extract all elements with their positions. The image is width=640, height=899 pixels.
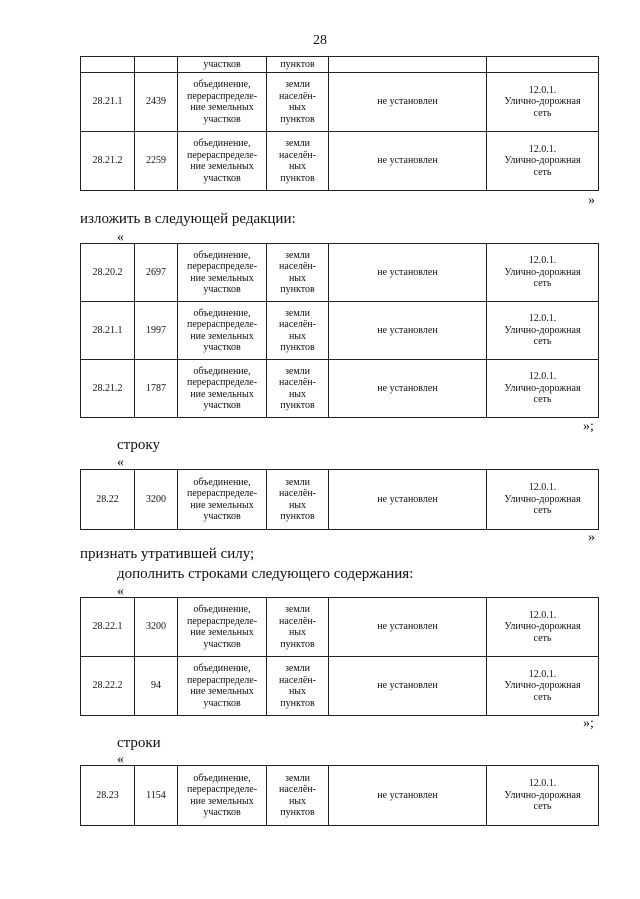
cell-action-line: ние земельных [190, 161, 254, 172]
cell-land-line: пунктов [280, 511, 315, 522]
cell-action-line: перераспределе- [186, 674, 258, 686]
cell-zone [487, 132, 599, 191]
cell-land-line: ных [288, 330, 307, 342]
cell-land-line: населён- [279, 488, 316, 499]
cell-zone-line: Улично-дорожная [504, 493, 581, 505]
table-removed-row [80, 469, 599, 530]
cell-land-line: ных [288, 272, 307, 284]
cell-zone [487, 470, 599, 530]
instruction-priznat: признать утратившей силу; [80, 546, 255, 562]
cell-value: 2697 [135, 244, 178, 302]
cell-action [178, 73, 267, 132]
cell-action-line: ние земельных [190, 272, 254, 284]
cell-zone-line: 12.0.1. [528, 255, 557, 267]
cell-land-line: населён- [279, 377, 316, 388]
cell-action-line: перераспределе- [186, 784, 258, 795]
table-edited-rows [80, 243, 599, 418]
cell-action-tail: участков [178, 57, 267, 73]
instruction-stroki: строки [117, 735, 161, 751]
cell-status: не установлен [329, 470, 487, 530]
cell-status: не установлен [329, 244, 487, 302]
cell-action-line: перераспределе- [186, 261, 258, 272]
cell-empty [329, 57, 487, 73]
cell-land-line: земли [284, 663, 311, 674]
cell-action-line: перераспределе- [186, 377, 258, 388]
cell-action-line: объединение, [193, 663, 251, 674]
cell-value: 94 [135, 657, 178, 716]
cell-action-line: объединение, [193, 604, 251, 615]
cell-zone-line: сеть [533, 801, 552, 813]
cell-land-line: ных [288, 499, 307, 511]
table-row [81, 244, 599, 302]
cell-land-line: ных [288, 795, 307, 807]
cell-land-line: земли [284, 79, 311, 90]
cell-land [267, 598, 329, 657]
cell-status: не установлен [329, 360, 487, 418]
cell-land-line: земли [284, 772, 311, 784]
cell-id: 28.20.2 [81, 244, 135, 302]
cell-zone-line: сеть [533, 505, 552, 517]
table-row [81, 132, 599, 191]
cell-land [267, 132, 329, 191]
table-row [81, 766, 599, 826]
cell-zone-line: сеть [533, 691, 552, 703]
table-row [81, 470, 599, 530]
cell-zone-line: Улично-дорожная [504, 382, 581, 394]
cell-zone-line: сеть [533, 336, 552, 348]
table-row [81, 73, 599, 132]
cell-zone-line: Улично-дорожная [504, 96, 581, 108]
cell-action-line: перераспределе- [186, 90, 258, 102]
cell-action-line: ние земельных [190, 388, 254, 400]
cell-zone [487, 302, 599, 360]
cell-action-line: объединение, [193, 307, 251, 319]
cell-action-line: участков [203, 511, 241, 522]
cell-zone-line: сеть [533, 107, 552, 119]
cell-action-line: перераспределе- [186, 319, 258, 330]
cell-land [267, 657, 329, 716]
opening-quote: « [117, 584, 124, 599]
cell-status: не установлен [329, 73, 487, 132]
cell-action-line: участков [203, 284, 241, 295]
cell-land [267, 470, 329, 530]
cell-action-line: ние земельных [190, 686, 254, 697]
cell-zone-line: Улично-дорожная [504, 324, 581, 336]
cell-status: не установлен [329, 302, 487, 360]
cell-id: 28.21.2 [81, 132, 135, 191]
cell-action [178, 766, 267, 826]
cell-empty [487, 57, 599, 73]
table-row [81, 598, 599, 657]
cell-land-line: земли [284, 604, 311, 615]
cell-action-line: объединение, [193, 249, 251, 261]
cell-land-line: населён- [279, 784, 316, 795]
instruction-stroku: строку [117, 437, 160, 453]
table-row-carry-over [81, 57, 599, 73]
cell-action [178, 598, 267, 657]
cell-action [178, 132, 267, 191]
cell-id: 28.21.1 [81, 302, 135, 360]
table-following-rows [80, 765, 599, 826]
cell-zone [487, 766, 599, 826]
cell-land [267, 302, 329, 360]
cell-empty [135, 57, 178, 73]
table-row [81, 302, 599, 360]
cell-id: 28.22 [81, 470, 135, 530]
cell-land [267, 360, 329, 418]
cell-land-line: земли [284, 249, 311, 261]
cell-value: 1787 [135, 360, 178, 418]
cell-land-line: пунктов [280, 638, 315, 650]
cell-land-line: пунктов [280, 400, 315, 411]
cell-zone-line: Улично-дорожная [504, 266, 581, 278]
cell-zone-line: 12.0.1. [528, 313, 557, 325]
cell-land [267, 766, 329, 826]
cell-land-line: пунктов [280, 697, 315, 709]
cell-zone [487, 244, 599, 302]
page-number: 28 [313, 33, 327, 48]
cell-action-line: участков [203, 172, 241, 184]
cell-zone [487, 73, 599, 132]
cell-zone [487, 598, 599, 657]
cell-action [178, 360, 267, 418]
cell-zone-line: Улично-дорожная [504, 621, 581, 633]
instruction-dopolnit: дополнить строками следующего содержания: [117, 566, 414, 582]
cell-zone [487, 360, 599, 418]
cell-value: 3200 [135, 470, 178, 530]
cell-id: 28.22.1 [81, 598, 135, 657]
cell-action-line: объединение, [193, 138, 251, 149]
cell-action-line: ние земельных [190, 499, 254, 511]
cell-land-line: населён- [279, 261, 316, 272]
cell-action-line: участков [203, 807, 241, 818]
cell-id: 28.23 [81, 766, 135, 826]
cell-zone-line: сеть [533, 632, 552, 644]
cell-id: 28.22.2 [81, 657, 135, 716]
cell-action-line: ние земельных [190, 627, 254, 638]
cell-zone-line: сеть [533, 278, 552, 290]
cell-land-line: ных [288, 161, 307, 172]
cell-land-tail: пунктов [267, 57, 329, 73]
cell-zone-line: 12.0.1. [528, 371, 557, 383]
cell-land-line: земли [284, 307, 311, 319]
cell-action-line: объединение, [193, 365, 251, 377]
cell-value: 2259 [135, 132, 178, 191]
closing-quote: » [588, 530, 595, 545]
cell-action-line: объединение, [193, 772, 251, 784]
cell-land-line: пунктов [280, 172, 315, 184]
cell-zone-line: 12.0.1. [528, 609, 557, 621]
table-row [81, 360, 599, 418]
cell-zone-line: 12.0.1. [528, 482, 557, 494]
cell-land-line: ных [288, 388, 307, 400]
cell-land-line: ных [288, 686, 307, 697]
cell-action-line: участков [203, 113, 241, 125]
cell-status: не установлен [329, 766, 487, 826]
cell-action-line: участков [203, 638, 241, 650]
cell-zone-line: 12.0.1. [528, 778, 557, 790]
closing-quote: » [588, 193, 595, 208]
cell-empty [81, 57, 135, 73]
cell-action-line: ние земельных [190, 330, 254, 342]
closing-quote-semicolon: »; [583, 716, 594, 731]
cell-value: 1997 [135, 302, 178, 360]
cell-action [178, 470, 267, 530]
cell-action [178, 657, 267, 716]
cell-land-line: ных [288, 102, 307, 113]
cell-action-line: участков [203, 400, 241, 411]
cell-action-line: объединение, [193, 476, 251, 488]
cell-land-line: земли [284, 476, 311, 488]
cell-action-line: перераспределе- [186, 615, 258, 627]
cell-action-line: объединение, [193, 79, 251, 90]
cell-status: не установлен [329, 132, 487, 191]
closing-quote-semicolon: »; [583, 419, 594, 434]
cell-action [178, 302, 267, 360]
cell-action-line: перераспределе- [186, 149, 258, 161]
cell-land [267, 73, 329, 132]
cell-status: не установлен [329, 657, 487, 716]
cell-land-line: пунктов [280, 113, 315, 125]
cell-action-line: ние земельных [190, 795, 254, 807]
cell-zone-line: сеть [533, 394, 552, 406]
cell-zone-line: 12.0.1. [528, 143, 557, 155]
cell-action-line: перераспределе- [186, 488, 258, 499]
opening-quote: « [117, 752, 124, 767]
cell-land-line: земли [284, 365, 311, 377]
cell-land-line: ных [288, 627, 307, 638]
cell-action-line: участков [203, 697, 241, 709]
cell-value: 2439 [135, 73, 178, 132]
table-row [81, 657, 599, 716]
cell-zone-line: сеть [533, 166, 552, 178]
cell-action-line: участков [203, 342, 241, 353]
cell-value: 1154 [135, 766, 178, 826]
cell-value: 3200 [135, 598, 178, 657]
cell-land-line: пунктов [280, 284, 315, 295]
cell-id: 28.21.2 [81, 360, 135, 418]
cell-zone [487, 657, 599, 716]
cell-land [267, 244, 329, 302]
cell-zone-line: 12.0.1. [528, 668, 557, 680]
opening-quote: « [117, 230, 124, 245]
cell-land-line: населён- [279, 90, 316, 102]
instruction-izlozhit: изложить в следующей редакции: [80, 211, 296, 227]
cell-land-line: населён- [279, 674, 316, 686]
table-added-rows [80, 597, 599, 716]
table-previous-rows [80, 56, 599, 191]
cell-action-line: ние земельных [190, 102, 254, 113]
cell-zone-line: Улично-дорожная [504, 789, 581, 801]
cell-zone-line: Улично-дорожная [504, 155, 581, 167]
cell-zone-line: Улично-дорожная [504, 680, 581, 692]
cell-land-line: населён- [279, 319, 316, 330]
cell-land-line: населён- [279, 615, 316, 627]
cell-land-line: пунктов [280, 807, 315, 818]
cell-status: не установлен [329, 598, 487, 657]
cell-land-line: пунктов [280, 342, 315, 353]
cell-action [178, 244, 267, 302]
opening-quote: « [117, 455, 124, 470]
cell-id: 28.21.1 [81, 73, 135, 132]
cell-land-line: земли [284, 138, 311, 149]
cell-zone-line: 12.0.1. [528, 84, 557, 96]
cell-land-line: населён- [279, 149, 316, 161]
